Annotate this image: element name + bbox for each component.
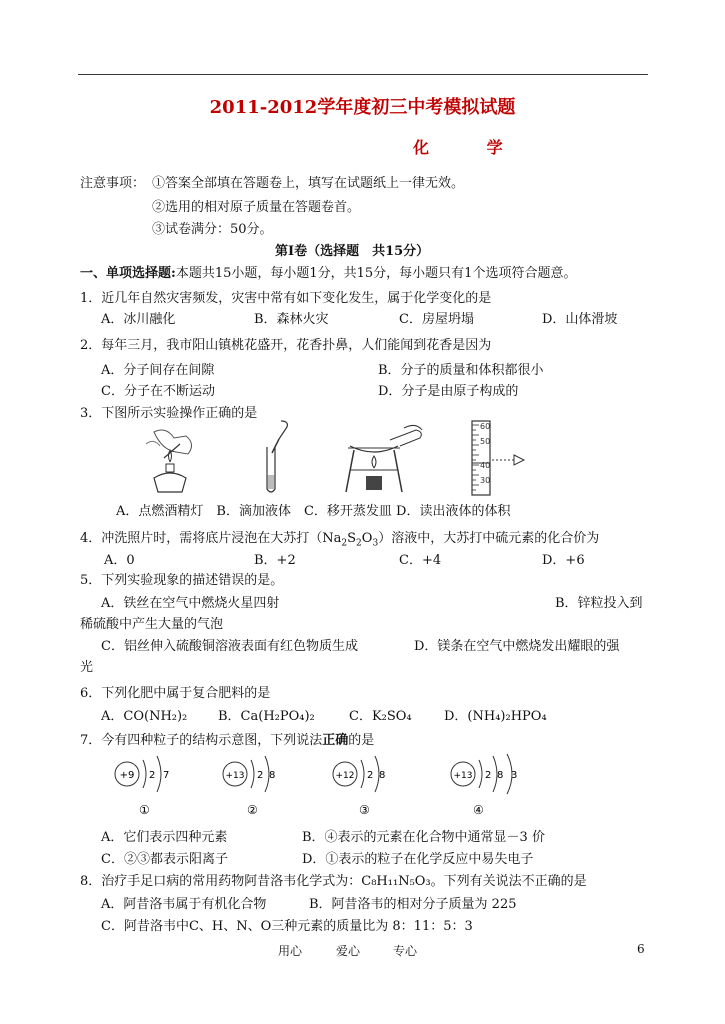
- q1-option-b: B．森林火灾: [254, 312, 329, 327]
- q1-option-c: C．房屋坍塌: [399, 312, 474, 327]
- footer-motto-1: 用心: [278, 944, 303, 958]
- svg-text:+13: +13: [225, 771, 245, 781]
- section-heading: 第Ⅰ卷（选择题 共15分）: [275, 244, 430, 259]
- q5-option-c: C．铝丝伸入硫酸铜溶液表面有红色物质生成: [101, 639, 358, 654]
- q5-option-d: D．镁条在空气中燃烧发出耀眼的强: [414, 639, 620, 654]
- part-label: 一、单项选择题:: [80, 266, 176, 281]
- q4-option-a: A．0: [104, 553, 135, 568]
- q5-option-d-continued: 光: [80, 660, 94, 675]
- page-number: 6: [637, 942, 645, 956]
- particle-diagram-1: [115, 756, 169, 817]
- q2-option-d: D．分子是由原子构成的: [378, 384, 519, 399]
- q2-option-b: B．分子的质量和体积都很小: [378, 363, 544, 378]
- q5-option-b: B．锌粒投入到: [555, 596, 643, 611]
- q7-option-d: D．①表示的粒子在化学反应中易失电子: [302, 852, 534, 867]
- q8-option-c: C．阿昔洛韦中C、H、N、O三种元素的质量比为 8：11：5：3: [101, 919, 473, 934]
- atom-structure-diagrams: [105, 752, 625, 820]
- q7-option-a: A．它们表示四种元素: [101, 830, 228, 845]
- note-item-2: ②选用的相对原子质量在答题卷首。: [152, 200, 361, 215]
- q8-option-a: A．阿昔洛韦属于有机化合物: [101, 897, 267, 912]
- q1-option-a: A．冰川融化: [101, 312, 176, 327]
- svg-text:2: 2: [485, 770, 492, 781]
- svg-text:+9: +9: [119, 770, 135, 781]
- q6-stem: 6．下列化肥中属于复合肥料的是: [80, 686, 271, 701]
- q2-option-c: C．分子在不断运动: [101, 384, 215, 399]
- note-item-3: ③试卷满分：50分。: [152, 222, 273, 237]
- q8-stem: 8．治疗手足口病的常用药物阿昔洛韦化学式为：C₈H₁₁N₅O₃。下列有关说法不正确的是: [80, 874, 587, 889]
- svg-text:2: 2: [149, 770, 156, 781]
- particle-diagram-2: [223, 756, 275, 817]
- footer-motto-2: 爱心: [336, 944, 361, 958]
- q7-option-c: C．②③都表示阳离子: [101, 852, 228, 867]
- footer-motto-3: 专心: [393, 944, 418, 958]
- cylinder-tick-label: 30: [480, 476, 491, 485]
- svg-text:8: 8: [379, 770, 386, 781]
- q2-option-a: A．分子间存在间隙: [101, 363, 215, 378]
- q4-option-d: D．+6: [542, 553, 585, 568]
- q4-stem: 4．冲洗照片时，需将底片浸泡在大苏打$(Na_2S_2O_3)$溶液中，大苏打中硫元素的化合价为: [80, 531, 600, 549]
- q1-option-d: D．山体滑坡: [542, 312, 618, 327]
- q5-stem: 5．下列实验现象的描述错误的是。: [80, 573, 284, 588]
- dropper-illustration: [255, 417, 295, 497]
- particle-diagram-3: [333, 756, 385, 817]
- note-item-1: ①答案全部填在答题卷上，填写在试题纸上一律无效。: [152, 176, 465, 191]
- notes-label: 注意事项：: [80, 176, 146, 191]
- graduated-cylinder-illustration: [462, 417, 542, 497]
- svg-text:②: ②: [247, 803, 258, 817]
- q6-option-a: A．CO(NH₂)₂: [101, 709, 188, 724]
- q6-option-c: C．K₂SO₄: [349, 709, 412, 724]
- svg-text:2: 2: [257, 770, 264, 781]
- cylinder-tick-label: 50: [480, 437, 491, 446]
- svg-text:+12: +12: [335, 771, 355, 781]
- svg-text:3: 3: [511, 770, 518, 781]
- alcohol-lamp-illustration: [140, 424, 200, 496]
- subject-title: 化 学: [413, 138, 529, 157]
- q4-option-b: B．+2: [254, 553, 296, 568]
- svg-text:2: 2: [367, 770, 374, 781]
- svg-text:③: ③: [359, 803, 370, 817]
- svg-text:8: 8: [497, 770, 504, 781]
- cylinder-tick-label: 40: [480, 461, 491, 470]
- q6-option-d: D．(NH₄)₂HPO₄: [444, 709, 547, 724]
- svg-text:④: ④: [473, 803, 484, 817]
- q5-option-b-continued: 稀硫酸中产生大量的气泡: [80, 617, 224, 632]
- q1-stem: 1．近几年自然灾害频发，灾害中常有如下变化发生，属于化学变化的是: [80, 291, 492, 306]
- svg-text:8: 8: [269, 770, 276, 781]
- header-rule: [78, 74, 648, 75]
- svg-text:7: 7: [163, 770, 170, 781]
- q8-option-b: B．阿昔洛韦的相对分子质量为 225: [309, 897, 517, 912]
- page-title: 2011-2012学年度初三中考模拟试题: [209, 97, 516, 118]
- svg-text:+13: +13: [453, 771, 473, 781]
- q5-option-a: A．铁丝在空气中燃烧火星四射: [101, 596, 280, 611]
- q6-option-b: B．Ca(H₂PO₄)₂: [218, 709, 315, 724]
- part-description: 本题共15小题，每小题1分，共15分，每小题只有1个选项符合题意。: [175, 266, 577, 281]
- svg-text:①: ①: [139, 803, 150, 817]
- cylinder-tick-label: 60: [480, 422, 491, 431]
- q3-options: A．点燃酒精灯 B．滴加液体 C．移开蒸发皿 D．读出液体的体积: [116, 504, 511, 519]
- particle-diagram-4: [451, 754, 517, 817]
- q2-stem: 2．每年三月，我市阳山镇桃花盛开，花香扑鼻，人们能闻到花香是因为: [80, 338, 492, 353]
- q7-option-b: B．④表示的元素在化合物中通常显－3 价: [302, 830, 545, 845]
- q7-stem: 7．今有四种粒子的结构示意图，下列说法正确的是: [80, 733, 375, 748]
- q3-stem: 3．下图所示实验操作正确的是: [80, 406, 258, 421]
- evaporating-dish-illustration: [340, 424, 424, 496]
- q4-option-c: C．+4: [399, 553, 442, 568]
